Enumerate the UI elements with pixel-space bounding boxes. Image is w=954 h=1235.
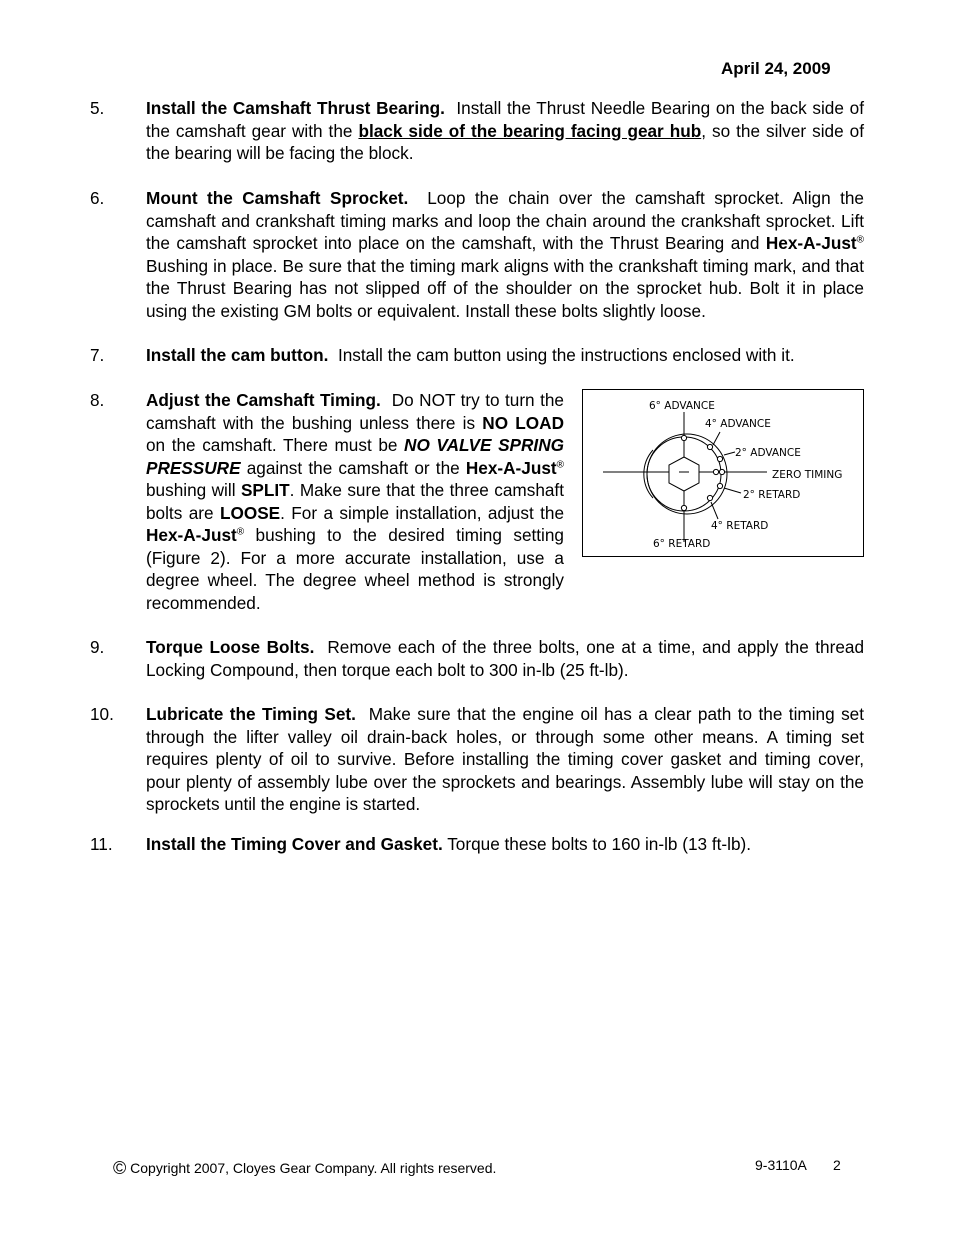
step-body-cont: . For a simple installation, adjust the [280,502,565,523]
step-body-cont: against the camshaft or the [246,457,460,478]
step-body-cont: Bushing in place. Be sure that the timing mark aligns with the crankshaft timing mark, and that the Thrust Bearing has not slipped off of the shoulder on the sprocket hub. Bolt it in place using the existing GM bolts or equivalent. Install these bolts slightly loose. [146,255,864,321]
document-date: April 24, 2009 [721,59,831,78]
step-number: 10. [90,704,114,724]
step-number: 5. [90,98,105,118]
registered-mark: ® [856,234,864,246]
step-text [146,636,864,681]
mark-4-retard [707,495,712,500]
mark-zero-b [719,469,724,474]
step-body-cont: . Make sure that the three camshaft bolts are [146,480,564,523]
label-4-retard: 4° RETARD [711,520,769,532]
step-number: 9. [90,637,105,657]
loose-emphasis: LOOSE [219,502,281,523]
label-6-advance: 6° ADVANCE [649,400,715,412]
copyright-text: Copyright 2007, Cloyes Gear Company. All rights reserved. [130,1160,497,1176]
label-2-advance: 2° ADVANCE [735,447,801,459]
leader-4-retard [711,502,718,519]
mark-2-advance [717,456,722,461]
timing-diagram [582,389,864,557]
step-body: Do NOT try to turn the camshaft with the bushing unless there is [146,390,564,433]
timing-diagram-drawing [583,390,865,558]
brand-name: Hex-A-Just [465,457,557,478]
step-text [146,703,864,816]
document-number: 9-3110A [755,1157,807,1173]
copyright-icon: © [113,1158,127,1178]
label-4-advance: 4° ADVANCE [705,418,771,430]
no-valve-emphasis: NO VALVE SPRING PRESSURE [146,435,564,478]
mark-zero-a [713,469,718,474]
step-title: Adjust the Camshaft Timing. [146,390,381,410]
step-body-cont: , so the silver side of the bearing will be facing the block. [146,120,864,163]
step-emphasis: black side of the bearing facing gear hub [358,120,702,141]
step-title: Torque Loose Bolts. [146,637,315,657]
step-body-cont: on the camshaft. There must be [146,435,398,455]
step-title: Lubricate the Timing Set. [146,704,356,724]
page-number: 2 [833,1157,841,1173]
step-body: Torque these bolts to 160 in-lb (13 ft-lb). [447,834,752,854]
brand-name: Hex-A-Just [765,233,857,253]
step-title: Install the Timing Cover and Gasket. [146,834,443,854]
hex-bushing [669,457,699,491]
sprocket-shoulder-arc [644,450,653,498]
mark-4-advance [707,444,712,449]
step-body-cont: bushing to the desired timing setting (Figure 2). For a more accurate installation, use a degree wheel. The degree wheel method is strongly recommended. [146,525,564,613]
step-title: Install the cam button. [146,345,329,365]
step-text [146,389,564,614]
leader-2-advance [724,452,735,455]
step-body: Install the cam button using the instructions enclosed with it. [337,345,795,365]
leader-2-retard [724,488,741,493]
step-number: 8. [90,390,105,410]
step-title: Install the Camshaft Thrust Bearing. [146,98,445,118]
registered-mark: ® [236,526,245,538]
step-number: 11. [90,834,113,854]
step-title: Mount the Camshaft Sprocket. [146,188,409,208]
split-emphasis: SPLIT [240,480,290,500]
step-body: Remove each of the three bolts, one at a time, and apply the thread Locking Compound, then torque each bolt to 300 in-lb (25 ft-lb). [146,637,865,680]
step-text [146,187,864,322]
step-text [146,344,864,367]
step-number: 6. [90,188,105,208]
label-2-retard: 2° RETARD [743,489,801,501]
label-6-retard: 6° RETARD [653,538,711,550]
copyright-notice [113,1157,496,1178]
registered-mark: ® [556,458,564,470]
leader-4-advance [713,432,720,445]
step-body: Loop the chain over the camshaft sprocket. Align the camshaft and crankshaft timing marks and loop the chain around the crankshaft sprocket. Lift the camshaft sprocket into place on the camshaft, with the Thrust Bearing and [146,188,864,253]
brand-name: Hex-A-Just [146,525,237,545]
mark-2-retard [717,483,722,488]
label-zero-timing: ZERO TIMING [772,469,843,481]
mark-6-advance [681,435,686,440]
step-body: Make sure that the engine oil has a clear path to the timing set through the lifter valley oil drain-back holes, or through some other means. A timing set requires plenty of oil to survive. Before installing the timing cover gasket and timing cover, pour plenty of assembly lube over the sprockets and bearings. Assembly lube will stay on the sprockets until the engine is started. [146,704,864,814]
step-body-cont: bushing will [146,480,236,500]
no-load-emphasis: NO LOAD [482,412,565,433]
step-text [146,97,864,165]
step-number: 7. [90,345,105,365]
mark-6-retard [681,505,686,510]
step-body: Install the Thrust Needle Bearing on the back side of the camshaft gear with the [146,98,864,141]
step-text [146,833,864,856]
